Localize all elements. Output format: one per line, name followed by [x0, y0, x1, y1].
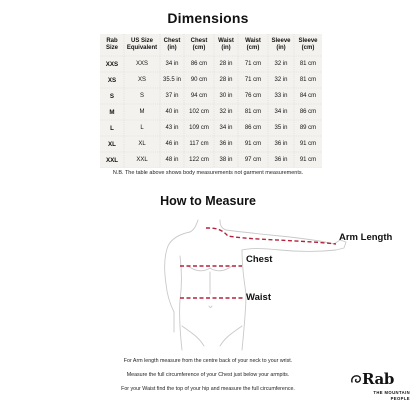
- table-value-cell: 43 in: [165, 124, 179, 131]
- table-value-cell: 86 cm: [299, 108, 317, 115]
- table-size-cell: XS: [107, 76, 117, 84]
- neck-right-outline: [220, 220, 226, 230]
- table-header-text: Rab: [106, 38, 118, 44]
- table-value-cell: XL: [138, 140, 146, 147]
- body-outline-figure: [150, 214, 350, 354]
- table-size-cell: XL: [108, 140, 116, 148]
- table-value-cell: 33 in: [274, 92, 288, 99]
- waist-label: Waist: [246, 292, 271, 303]
- arm-length-instruction: For Arm length measure from the centre back of your neck to your wrist.: [123, 358, 293, 364]
- table-value-cell: 36 in: [274, 140, 288, 147]
- table-size-cell: S: [109, 92, 115, 100]
- table-header-text: Equivalent: [126, 45, 158, 51]
- rab-tagline-line-2: PEOPLE: [390, 395, 410, 401]
- table-value-cell: 34 in: [219, 124, 233, 131]
- table-value-cell: 86 cm: [190, 60, 208, 67]
- chest-instruction: Measure the full circumference of your Chest just below your armpits.: [126, 372, 290, 378]
- table-value-cell: 91 cm: [244, 140, 262, 147]
- table-header-text: Waist: [218, 38, 234, 44]
- chest-label: Chest: [246, 254, 273, 265]
- pectoral-outline: [188, 266, 232, 271]
- how-to-measure-title: How to Measure: [160, 194, 256, 208]
- table-value-cell: 36 in: [219, 140, 233, 147]
- table-header-text: Sleeve: [298, 38, 318, 44]
- table-value-cell: 38 in: [219, 156, 233, 163]
- table-value-cell: 40 in: [165, 108, 179, 115]
- table-value-cell: 32 in: [274, 76, 288, 83]
- table-note: N.B. The table above shows body measurements not garment measurements.: [112, 170, 304, 176]
- table-value-cell: 91 cm: [299, 156, 317, 163]
- table-value-cell: 32 in: [219, 108, 233, 115]
- table-header-text: (cm): [192, 45, 206, 51]
- table-value-cell: 91 cm: [299, 140, 317, 147]
- table-value-cell: 36 in: [274, 156, 288, 163]
- table-value-cell: 86 cm: [244, 124, 262, 131]
- table-value-cell: 48 in: [165, 156, 179, 163]
- rab-tagline-line-1: THE MOUNTAIN: [373, 390, 410, 395]
- table-value-cell: 117 cm: [189, 140, 209, 147]
- table-value-cell: XXS: [135, 60, 148, 67]
- hip-right-outline: [220, 326, 242, 346]
- table-value-cell: 76 cm: [244, 92, 262, 99]
- table-header-cell: [124, 34, 160, 56]
- table-header-text: Chest: [190, 38, 208, 44]
- table-value-cell: 28 in: [219, 76, 233, 83]
- rab-logo: [350, 370, 410, 410]
- table-header-text: US Size: [130, 38, 153, 44]
- table-value-cell: L: [140, 124, 144, 131]
- table-value-cell: 32 in: [274, 60, 288, 67]
- table-header-cell: [214, 34, 238, 56]
- table-header-text: Chest: [163, 38, 181, 44]
- table-value-cell: 35 in: [274, 124, 288, 131]
- table-value-cell: XXL: [136, 156, 148, 163]
- table-value-cell: 30 in: [219, 92, 233, 99]
- table-value-cell: 37 in: [165, 92, 179, 99]
- table-header-cell: [268, 34, 294, 56]
- table-header-text: (cm): [246, 45, 260, 51]
- table-value-cell: 71 cm: [244, 76, 262, 83]
- table-header-cell: [160, 34, 184, 56]
- waist-instruction: For your Waist find the top of your hip and measure the full circumference.: [121, 386, 295, 392]
- table-value-cell: M: [139, 108, 145, 115]
- table-value-cell: 35.5 in: [162, 76, 181, 83]
- right-shoulder-arm-outline: [226, 230, 346, 252]
- table-value-cell: 102 cm: [189, 108, 209, 115]
- navel-outline: [209, 306, 212, 308]
- table-size-cell: XXS: [105, 60, 119, 68]
- table-value-cell: 84 cm: [299, 92, 317, 99]
- table-value-cell: 94 cm: [190, 92, 208, 99]
- table-value-cell: 81 cm: [299, 60, 317, 67]
- table-value-cell: 90 cm: [190, 76, 208, 83]
- table-value-cell: 109 cm: [189, 124, 209, 131]
- rab-wordmark: Rab: [362, 370, 395, 388]
- rab-tagline: [356, 390, 410, 401]
- table-value-cell: 71 cm: [244, 60, 262, 67]
- arm-length-line: [206, 228, 336, 244]
- table-value-cell: 81 cm: [299, 76, 317, 83]
- table-header-cell: [100, 34, 124, 56]
- dimensions-title: Dimensions: [167, 10, 249, 26]
- table-value-cell: 28 in: [219, 60, 233, 67]
- table-size-cell: XXL: [105, 156, 119, 164]
- table-header-text: (in): [276, 45, 286, 51]
- table-size-cell: M: [109, 108, 115, 116]
- table-value-cell: XS: [137, 76, 146, 83]
- table-value-cell: S: [139, 92, 144, 99]
- table-value-cell: 122 cm: [189, 156, 209, 163]
- table-header-text: (cm): [301, 45, 315, 51]
- table-header-cell: [294, 34, 322, 56]
- table-header-text: (in): [167, 45, 177, 51]
- left-shoulder-outline: [165, 232, 190, 312]
- hip-left-outline: [182, 326, 204, 346]
- table-value-cell: 34 in: [165, 60, 179, 67]
- table-size-cell: L: [110, 124, 114, 132]
- table-value-cell: 89 cm: [299, 124, 317, 131]
- table-header-cell: [238, 34, 268, 56]
- table-header-text: (in): [221, 45, 231, 51]
- table-header-cell: [184, 34, 214, 56]
- table-value-cell: 46 in: [165, 140, 179, 147]
- arm-length-label: Arm Length: [339, 232, 393, 243]
- table-value-cell: 81 cm: [244, 108, 262, 115]
- table-header-text: Waist: [245, 38, 261, 44]
- left-torso-outline: [180, 256, 182, 350]
- table-header-text: Size: [105, 45, 118, 51]
- table-value-cell: 97 cm: [244, 156, 262, 163]
- table-header-text: Sleeve: [271, 38, 291, 44]
- table-value-cell: 34 in: [274, 108, 288, 115]
- size-table: [100, 34, 322, 168]
- neck-outline: [190, 220, 198, 232]
